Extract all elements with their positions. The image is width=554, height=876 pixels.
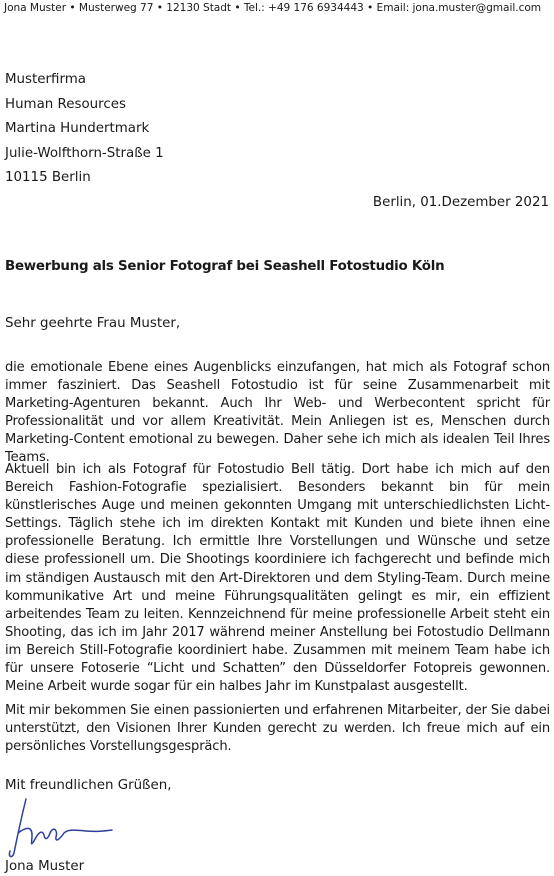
handwritten-signature: [4, 793, 114, 863]
recipient-street: Julie-Wolfthorn-Straße 1: [5, 145, 164, 161]
salutation: Sehr geehrte Frau Muster,: [5, 316, 181, 331]
letter-subject: Bewerbung als Senior Fotograf bei Seashell Fotostudio Köln: [5, 259, 445, 274]
body-paragraph-1: die emotionale Ebene eines Augenblicks einzufangen, hat mich als Fotograf schon immer fasziniert. Das Seashell Fotostudio ist für seine Zusammenarbeit mit Marketing-Agenturen bekannt. Auch Ihr Web- und Werbecontent spricht für Professionalität und vor allem Kreativität. Mein Anliegen ist es, Menschen durch Marketing-Content emotional zu bewegen. Daher sehe ich mich als idealen Teil Ihres Teams.: [5, 360, 550, 466]
signature-stroke: [9, 799, 112, 857]
letter-date: Berlin, 01.Dezember 2021: [372, 195, 549, 210]
recipient-city: 10115 Berlin: [5, 170, 91, 186]
recipient-company: Musterfirma: [5, 72, 86, 87]
recipient-address-block: [5, 68, 164, 191]
recipient-department: Human Resources: [5, 96, 126, 112]
closing-phrase: Mit freundlichen Grüßen,: [5, 778, 172, 793]
signature-name: Jona Muster: [5, 859, 85, 874]
recipient-person: Martina Hundertmark: [5, 121, 150, 137]
body-paragraph-2: Aktuell bin ich als Fotograf für Fotostudio Bell tätig. Dort habe ich mich auf den Bereich Fashion-Fotografie spezialisiert. Besonders bekannt bin für mein künstlerisches Auge und meinen gekonnten Umgang mit unterschiedlichsten Licht-Settings. Täglich stehe ich im direkten Kontakt mit Kunden und biete ihnen eine professionelle Beratung. Ich ermittle Ihre Vorstellungen und Wünsche und setze diese professionell um. Die Shootings koordiniere ich fachgerecht und befinde mich im ständigen Austausch mit den Art-Direktoren und dem Styling-Team. Durch meine kommunikative Art und meine Führungsqualitäten gelingt es mir, ein effizient arbeitendes Team zu leiten. Kennzeichnend für meine professionelle Arbeit steht ein Shooting, das ich im Jahr 2017 während meiner Anstellung bei Fotostudio Dellmann im Bereich Still-Fotografie koordiniert habe. Zusammen mit meinem Team habe ich für unsere Fotoserie “Licht und Schatten” den Düsseldorfer Fotopreis gewonnen. Meine Arbeit wurde sogar für ein halbes Jahr im Kunstpalast ausgestellt.: [5, 462, 550, 695]
sender-address-line: Jona Muster • Musterweg 77 • 12130 Stadt • Tel.: +49 176 6934443 • Email: jona.muster@gmail.com: [4, 2, 542, 14]
body-paragraph-3: Mit mir bekommen Sie einen passionierten und erfahrenen Mitarbeiter, der Sie dabei unterstützt, den Visionen Ihrer Kunden gerecht zu werden. Ich freue mich auf ein persönliches Vorstellungsgespräch.: [5, 703, 550, 755]
